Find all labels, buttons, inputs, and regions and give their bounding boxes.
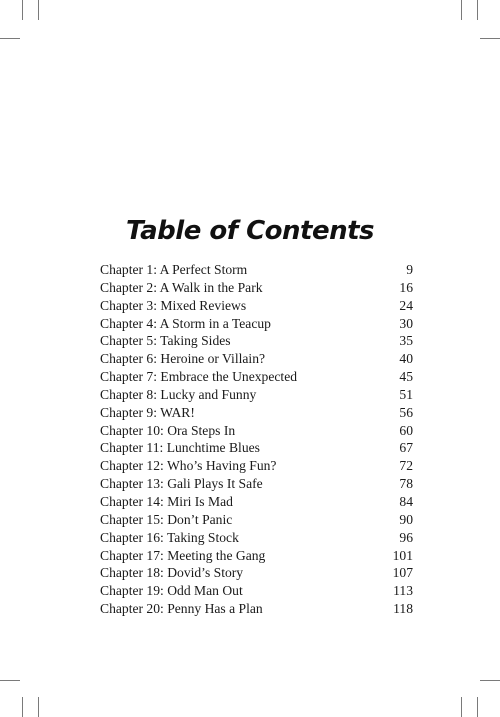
crop-mark xyxy=(477,697,478,717)
toc-entry xyxy=(100,279,413,297)
toc-entry xyxy=(100,475,413,493)
toc-page-number: 107 xyxy=(392,565,413,581)
crop-mark xyxy=(38,697,39,717)
toc-chapter: Chapter 9: WAR! xyxy=(100,404,195,420)
toc-chapter: Chapter 7: Embrace the Unexpected xyxy=(100,369,298,385)
toc-page-number: 72 xyxy=(399,458,413,474)
toc-page-number: 84 xyxy=(399,493,413,509)
toc-page-number: 60 xyxy=(399,422,413,438)
toc-chapter: Chapter 13: Gali Plays It Safe xyxy=(100,476,263,492)
toc-page-number: 30 xyxy=(399,315,413,331)
toc-page-number: 118 xyxy=(393,601,413,617)
toc-entry xyxy=(100,386,413,404)
toc-page-number: 56 xyxy=(399,404,413,420)
toc-chapter: Chapter 8: Lucky and Funny xyxy=(100,386,257,402)
toc-chapter: Chapter 14: Miri Is Mad xyxy=(100,493,233,509)
crop-mark xyxy=(477,0,478,20)
toc-page-number: 40 xyxy=(399,351,413,367)
toc-entry xyxy=(100,422,413,440)
toc-page-number: 51 xyxy=(399,386,413,402)
toc-chapter: Chapter 18: Dovid’s Story xyxy=(100,565,244,581)
toc-page-number: 90 xyxy=(399,511,413,527)
toc-page-number: 96 xyxy=(399,529,413,545)
crop-mark xyxy=(461,0,462,20)
toc-entry xyxy=(100,315,413,333)
toc-chapter: Chapter 11: Lunchtime Blues xyxy=(100,440,260,456)
crop-mark xyxy=(38,0,39,20)
toc-page-number: 24 xyxy=(399,297,413,313)
toc-entry xyxy=(100,350,413,368)
crop-mark xyxy=(0,680,20,681)
toc-entry xyxy=(100,332,413,350)
toc-entry xyxy=(100,439,413,457)
toc-entry xyxy=(100,582,413,600)
toc-page-number: 16 xyxy=(399,279,413,295)
toc-chapter: Chapter 20: Penny Has a Plan xyxy=(100,601,263,617)
toc-entry xyxy=(100,600,413,618)
toc-chapter: Chapter 19: Odd Man Out xyxy=(100,583,243,599)
toc-entry xyxy=(100,564,413,582)
toc-chapter: Chapter 12: Who’s Having Fun? xyxy=(100,458,277,474)
toc-page-number: 67 xyxy=(399,440,413,456)
toc-entry xyxy=(100,368,413,386)
toc-entry xyxy=(100,547,413,565)
toc-page-number: 35 xyxy=(399,333,413,349)
page-title: Table of Contents xyxy=(125,216,375,246)
toc-entry xyxy=(100,511,413,529)
crop-mark xyxy=(480,38,500,39)
toc-entry xyxy=(100,297,413,315)
toc-chapter: Chapter 5: Taking Sides xyxy=(100,333,231,349)
crop-mark xyxy=(22,0,23,20)
toc-chapter: Chapter 3: Mixed Reviews xyxy=(100,297,247,313)
toc-chapter: Chapter 17: Meeting the Gang xyxy=(100,547,266,563)
table-of-contents xyxy=(100,261,413,618)
toc-entry xyxy=(100,261,413,279)
crop-mark xyxy=(461,697,462,717)
toc-chapter: Chapter 16: Taking Stock xyxy=(100,529,239,545)
toc-page-number: 113 xyxy=(393,583,413,599)
toc-entry xyxy=(100,529,413,547)
toc-entry xyxy=(100,457,413,475)
toc-page-number: 101 xyxy=(392,547,413,563)
toc-chapter: Chapter 10: Ora Steps In xyxy=(100,422,236,438)
toc-chapter: Chapter 1: A Perfect Storm xyxy=(100,262,248,277)
toc-page-number: 9 xyxy=(406,262,413,277)
toc-chapter: Chapter 6: Heroine or Villain? xyxy=(100,351,266,367)
toc-page-number: 45 xyxy=(399,369,413,385)
crop-mark xyxy=(480,680,500,681)
crop-mark xyxy=(22,697,23,717)
toc-page-number: 78 xyxy=(399,476,413,492)
toc-chapter: Chapter 15: Don’t Panic xyxy=(100,511,233,527)
toc-entry xyxy=(100,404,413,422)
toc-chapter: Chapter 4: A Storm in a Teacup xyxy=(100,315,271,331)
toc-entry xyxy=(100,493,413,511)
toc-chapter: Chapter 2: A Walk in the Park xyxy=(100,279,263,295)
crop-mark xyxy=(0,38,20,39)
